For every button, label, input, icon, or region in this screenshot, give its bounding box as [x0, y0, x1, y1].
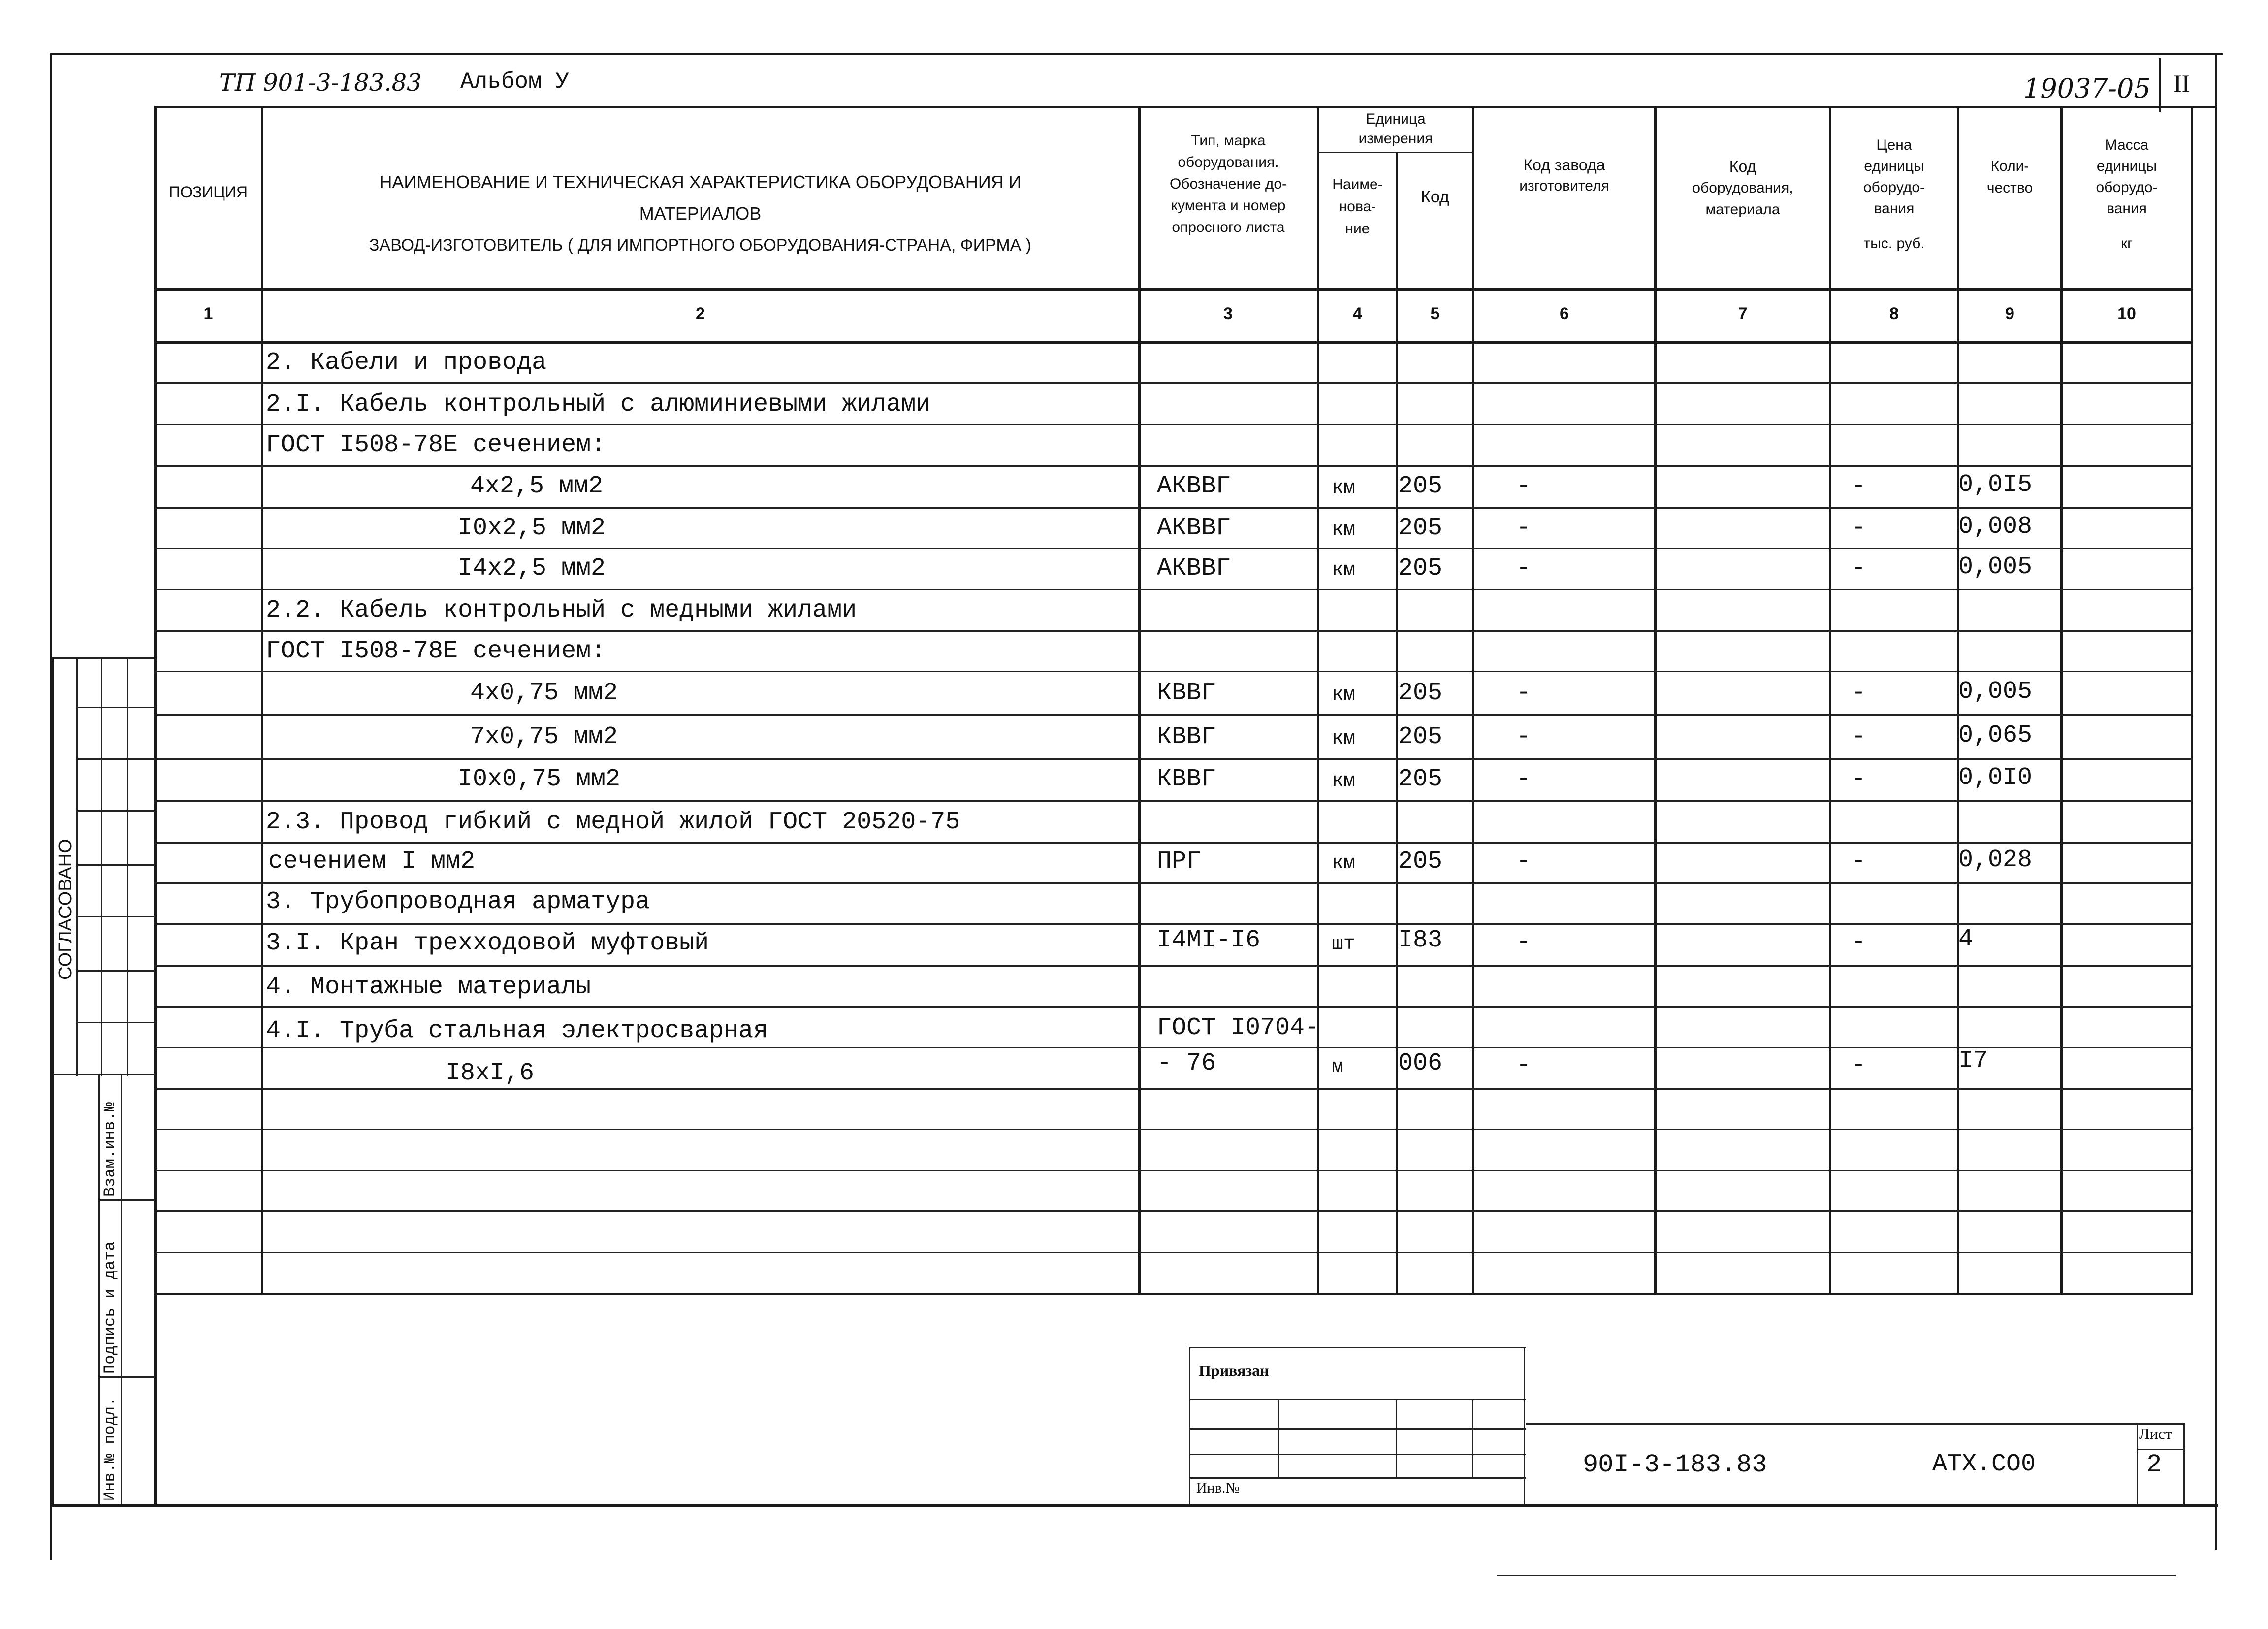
- row-qty: I7: [1958, 1047, 1988, 1075]
- row-line: [155, 630, 2193, 632]
- side-stamp-bottom: [52, 1074, 155, 1075]
- row-type: - 76: [1157, 1049, 1216, 1077]
- header-unit-name-l2: нова-: [1339, 198, 1376, 215]
- colnum-10: 10: [2117, 304, 2136, 323]
- row-name: ГОСТ I508-78Е сечением:: [266, 431, 606, 459]
- colnum-4: 4: [1353, 304, 1362, 323]
- header-price-l1: Цена: [1876, 137, 1912, 153]
- inventory-code: 19037-05: [2023, 73, 2151, 104]
- side-stamp-top: [52, 657, 155, 659]
- row-factory: -: [1516, 472, 1532, 500]
- row-line: [155, 965, 2193, 967]
- colnum-2: 2: [696, 304, 705, 323]
- header-type-l4: кумента и номер: [1171, 197, 1286, 214]
- side-agreed: СОГЛАСОВАНО: [55, 839, 76, 980]
- row-type: КВВГ: [1157, 765, 1216, 793]
- row-name: 4. Монтажные материалы: [266, 973, 591, 1001]
- bound-label: Привязан: [1199, 1362, 1269, 1379]
- row-name: I0х2,5 мм2: [458, 514, 606, 542]
- row-price: -: [1851, 723, 1866, 751]
- header-price-l4: вания: [1874, 200, 1915, 217]
- doc-mark: АТХ.СО0: [1932, 1450, 2036, 1478]
- row-factory: -: [1516, 1051, 1532, 1079]
- header-unit-l1: Единица: [1366, 111, 1426, 127]
- row-unit: м: [1332, 1056, 1344, 1078]
- doc-code: 90I-3-183.83: [1583, 1450, 1767, 1479]
- row-name: 2.2. Кабель контрольный с медными жилами: [266, 596, 857, 624]
- side-stamp-line: [76, 916, 155, 917]
- header-mass-l1: Масса: [2105, 137, 2149, 153]
- project-code: ТП 901-3-183.83: [219, 69, 422, 97]
- row-unit: км: [1332, 559, 1356, 582]
- colnum-bottom: [155, 341, 2193, 344]
- side-stamp-line: [76, 810, 155, 812]
- side-stamp-line: [76, 758, 155, 760]
- header-unit-l2: измерения: [1358, 130, 1433, 147]
- header-type-l5: опросного листа: [1172, 219, 1285, 235]
- row-type: КВВГ: [1157, 679, 1216, 707]
- row-price: -: [1851, 472, 1866, 500]
- row-type: ПРГ: [1157, 847, 1202, 876]
- table-bottom: [52, 1504, 2218, 1507]
- bottom-underline: [1497, 1575, 2176, 1576]
- row-line: [155, 714, 2193, 716]
- row-line: [155, 589, 2193, 590]
- header-equip-l3: материала: [1705, 201, 1780, 218]
- row-name: 2. Кабели и провода: [266, 349, 547, 377]
- row-name: I8хI,6: [446, 1059, 535, 1087]
- row-line: [155, 382, 2193, 384]
- colnum-8: 8: [1889, 304, 1899, 323]
- row-unit: км: [1332, 770, 1356, 792]
- bound-box-col: [1472, 1399, 1473, 1477]
- header-name-line2: МАТЕРИАЛОВ: [639, 203, 762, 224]
- row-code: 205: [1398, 723, 1443, 751]
- row-name: сечением I мм2: [268, 847, 476, 876]
- header-mass-l5: кг: [2120, 235, 2133, 252]
- side-stamp-col3: [127, 657, 128, 1076]
- row-name: 7х0,75 мм2: [470, 723, 618, 751]
- row-qty: 0,008: [1958, 513, 2033, 541]
- row-price: -: [1851, 514, 1866, 542]
- row-line: [155, 842, 2193, 844]
- row-name: 4.I. Труба стальная электросварная: [266, 1017, 768, 1045]
- row-qty: 0,065: [1958, 721, 2033, 749]
- header-position: ПОЗИЦИЯ: [169, 183, 248, 201]
- title-block-top: [1526, 1423, 2183, 1425]
- row-unit: км: [1332, 684, 1356, 706]
- row-qty: 0,005: [1958, 678, 2033, 706]
- row-name: I4х2,5 мм2: [458, 554, 606, 583]
- bound-box-line: [1189, 1477, 1526, 1479]
- row-code: 205: [1398, 847, 1443, 876]
- side-stamp-line: [76, 864, 155, 866]
- col-line-7: [1829, 106, 1831, 1295]
- row-price: -: [1851, 554, 1866, 583]
- table-body-bottom: [155, 1293, 2193, 1295]
- row-qty: 0,0I5: [1958, 471, 2033, 499]
- side-swap-inv: Взам.инв.№: [101, 1102, 119, 1197]
- page-number: II: [2173, 69, 2190, 97]
- header-bottom: [155, 288, 2193, 291]
- table-top: [155, 106, 2215, 108]
- row-qty: 0,005: [1958, 553, 2033, 581]
- row-qty: 4: [1958, 925, 1974, 953]
- bound-box-right: [1524, 1347, 1525, 1504]
- row-line: [155, 465, 2193, 467]
- sheet-value: 2: [2146, 1450, 2162, 1479]
- row-name: 3. Трубопроводная арматура: [266, 888, 650, 916]
- row-name: 4х0,75 мм2: [470, 679, 618, 707]
- row-qty: 0,0I0: [1958, 764, 2033, 792]
- row-factory: -: [1516, 514, 1532, 542]
- col-line-1: [261, 106, 263, 1295]
- col-line-5: [1472, 106, 1474, 1295]
- sheet-label: Лист: [2139, 1425, 2172, 1442]
- row-line: [155, 507, 2193, 509]
- row-price: -: [1851, 1051, 1866, 1079]
- row-line: [155, 671, 2193, 672]
- row-factory: -: [1516, 765, 1532, 793]
- row-price: -: [1851, 765, 1866, 793]
- right-outer-border: [2215, 53, 2217, 1550]
- side-stamp-line: [76, 1022, 155, 1023]
- colnum-1: 1: [203, 304, 213, 323]
- row-line: [155, 923, 2193, 925]
- sheet-box-left: [2137, 1423, 2138, 1504]
- row-factory: -: [1516, 723, 1532, 751]
- row-code: 205: [1398, 554, 1443, 583]
- row-name: I0х0,75 мм2: [458, 765, 621, 793]
- header-type-l2: оборудования.: [1178, 154, 1279, 170]
- row-price: -: [1851, 679, 1866, 707]
- header-equip-l2: оборудования,: [1692, 180, 1793, 196]
- row-type: КВВГ: [1157, 723, 1216, 751]
- header-mass-l3: оборудо-: [2096, 179, 2158, 195]
- row-unit: км: [1332, 852, 1356, 875]
- row-type: АКВВГ: [1157, 472, 1231, 500]
- bound-box-line: [1189, 1428, 1526, 1430]
- page-number-box-left: [2159, 58, 2161, 112]
- row-line: [155, 1006, 2193, 1008]
- row-line: [155, 548, 2193, 549]
- side-lower-col1: [98, 1074, 100, 1504]
- row-type: I4МI-I6: [1157, 926, 1261, 954]
- row-factory: -: [1516, 928, 1532, 956]
- row-line: [155, 1047, 2193, 1048]
- row-unit: км: [1332, 728, 1356, 750]
- side-lower-line: [98, 1376, 155, 1378]
- row-factory: -: [1516, 679, 1532, 707]
- col-line-3: [1317, 106, 1319, 1295]
- header-unit-code: Код: [1421, 188, 1449, 206]
- header-factory-l2: изготовителя: [1519, 178, 1609, 194]
- top-border: [52, 53, 2223, 55]
- row-unit: км: [1332, 519, 1356, 541]
- header-mass-l2: единицы: [2096, 158, 2157, 174]
- header-name-line1: НАИМЕНОВАНИЕ И ТЕХНИЧЕСКАЯ ХАРАКТЕРИСТИКА ОБОРУДОВАНИЯ И: [379, 172, 1022, 192]
- side-stamp-col1: [76, 657, 78, 1076]
- bound-box-left: [1189, 1347, 1190, 1504]
- row-factory: -: [1516, 554, 1532, 583]
- header-factory-l1: Код завода: [1523, 156, 1605, 174]
- side-lower-col2: [121, 1074, 122, 1504]
- bound-box-line: [1189, 1399, 1526, 1400]
- header-mass-l4: вания: [2107, 200, 2147, 217]
- row-name: 2.I. Кабель контрольный с алюминиевыми жилами: [266, 391, 931, 419]
- col-line-10: [2191, 106, 2193, 1295]
- sheet-box-right: [2183, 1423, 2185, 1504]
- row-qty: 0,028: [1958, 846, 2033, 874]
- album-label: Альбом У: [460, 69, 569, 95]
- row-line: [155, 1088, 2193, 1090]
- row-line: [155, 882, 2193, 884]
- bound-box-col: [1396, 1399, 1397, 1477]
- row-code: I83: [1398, 926, 1443, 954]
- row-code: 006: [1398, 1049, 1443, 1077]
- colnum-5: 5: [1430, 304, 1440, 323]
- row-type: АКВВГ: [1157, 554, 1231, 583]
- row-line: [155, 800, 2193, 802]
- row-line: [155, 1170, 2193, 1171]
- colnum-7: 7: [1738, 304, 1748, 323]
- row-type: ГОСТ I0704-: [1157, 1014, 1320, 1042]
- row-line: [155, 424, 2193, 425]
- header-price-l3: оборудо-: [1863, 179, 1925, 195]
- header-price-l2: единицы: [1864, 158, 1924, 174]
- header-price-l5: тыс. руб.: [1863, 235, 1925, 252]
- row-code: 205: [1398, 679, 1443, 707]
- header-qty-l2: чество: [1986, 180, 2033, 196]
- header-name-line3: ЗАВОД-ИЗГОТОВИТЕЛЬ ( ДЛЯ ИМПОРТНОГО ОБОРУДОВАНИЯ-СТРАНА, ФИРМА ): [369, 236, 1032, 255]
- row-unit: шт: [1332, 933, 1356, 955]
- row-line: [155, 1210, 2193, 1212]
- side-stamp-line: [76, 707, 155, 708]
- inv-no-label: Инв.№: [1196, 1480, 1240, 1496]
- row-name: 2.3. Провод гибкий с медной жилой ГОСТ 20520-75: [266, 808, 960, 836]
- col-line-6: [1654, 106, 1657, 1295]
- colnum-9: 9: [2005, 304, 2014, 323]
- header-type-l3: Обозначение до-: [1169, 176, 1287, 192]
- side-stamp-left: [52, 657, 54, 1504]
- row-price: -: [1851, 928, 1866, 956]
- side-signature-date: Подпись и дата: [101, 1241, 119, 1374]
- row-code: 205: [1398, 765, 1443, 793]
- row-name: 4х2,5 мм2: [470, 472, 604, 500]
- header-equip-l1: Код: [1729, 158, 1757, 175]
- bound-box-col: [1278, 1399, 1279, 1477]
- bound-box-top: [1189, 1347, 1526, 1348]
- side-stamp-line: [76, 970, 155, 972]
- row-line: [155, 1129, 2193, 1130]
- row-factory: -: [1516, 847, 1532, 876]
- row-name: 3.I. Кран трехходовой муфтовый: [266, 929, 709, 957]
- unit-subheader-line: [1317, 152, 1474, 153]
- bound-box-line: [1189, 1454, 1526, 1455]
- row-code: 205: [1398, 472, 1443, 500]
- side-inv-orig: Инв.№ подл.: [101, 1397, 119, 1501]
- side-lower-line: [98, 1199, 155, 1201]
- row-name: ГОСТ I508-78Е сечением:: [266, 637, 606, 665]
- row-type: АКВВГ: [1157, 514, 1231, 542]
- header-unit-name-l3: ние: [1345, 221, 1370, 237]
- colnum-3: 3: [1223, 304, 1233, 323]
- col-line-2: [1138, 106, 1141, 1295]
- row-line: [155, 1252, 2193, 1253]
- side-stamp-col2: [101, 657, 102, 1076]
- header-type-l1: Тип, марка: [1191, 132, 1266, 149]
- header-unit-name-l1: Наиме-: [1332, 176, 1383, 193]
- row-price: -: [1851, 847, 1866, 876]
- row-code: 205: [1398, 514, 1443, 542]
- row-unit: км: [1332, 477, 1356, 499]
- header-qty-l1: Коли-: [1990, 158, 2029, 174]
- row-line: [155, 758, 2193, 760]
- colnum-6: 6: [1560, 304, 1569, 323]
- col-line-9: [2060, 106, 2063, 1295]
